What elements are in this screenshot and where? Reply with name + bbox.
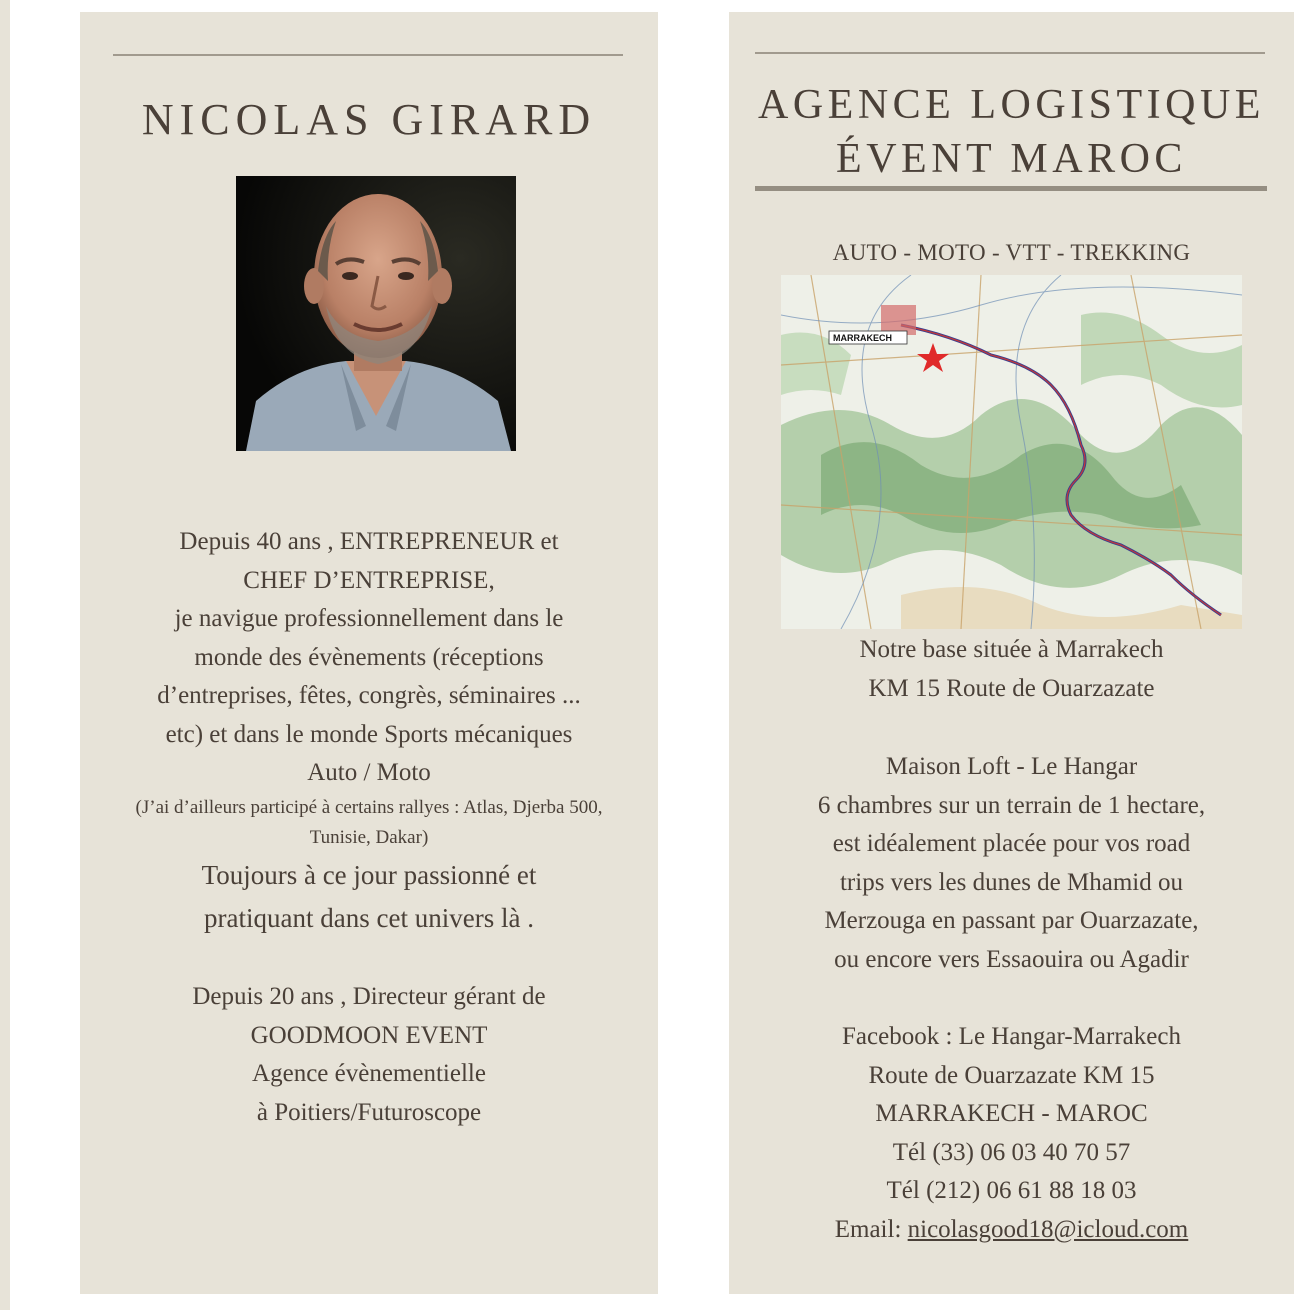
agency-title-line: ÉVENT MAROC [836, 136, 1187, 182]
bio-line: CHEF D’ENTREPRISE, [243, 566, 495, 594]
agency-title-line: AGENCE LOGISTIQUE [758, 82, 1265, 128]
address-line: Route de Ouarzazate KM 15 [868, 1061, 1155, 1089]
contact-paragraph [729, 1018, 1294, 1249]
loft-line: Maison Loft - Le Hangar [885, 753, 1138, 780]
rally-note-line: (J’ai d’ailleurs participé à certains rallyes : Atlas, Djerba 500, [135, 797, 603, 818]
bio-line: etc) et dans le monde Sports mécaniques [165, 720, 573, 748]
director-line: à Poitiers/Futuroscope [256, 1098, 482, 1126]
email-line [729, 1211, 1294, 1250]
person-name-title: NICOLAS GIRARD [141, 95, 597, 144]
loft-line: ou encore vers Essaouira ou Agadir [834, 945, 1189, 973]
loft-paragraph [729, 748, 1294, 979]
top-divider [113, 54, 623, 56]
loft-line: est idéalement placée pour vos road [832, 830, 1191, 857]
base-paragraph [729, 631, 1294, 708]
activities-subtitle: AUTO - MOTO - VTT - TREKKING [832, 240, 1191, 265]
agency-title [729, 78, 1294, 186]
director-line: Depuis 20 ans , Directeur gérant de [192, 983, 546, 1010]
base-line: Notre base située à Marrakech [859, 636, 1164, 663]
passion-line: Toujours à ce jour passionné et [201, 860, 537, 890]
city-country-line: MARRAKECH - MAROC [875, 1100, 1148, 1127]
route-map [781, 275, 1242, 629]
bio-panel [80, 12, 658, 1294]
email-link[interactable]: nicolasgood18@icloud.com [907, 1215, 1189, 1243]
rally-note-line: Tunisie, Dakar) [309, 827, 429, 848]
bio-line: je navigue professionnellement dans le [174, 605, 564, 632]
passion-line: pratiquant dans cet univers là . [204, 903, 534, 933]
rally-note [80, 793, 658, 853]
agency-panel [729, 12, 1294, 1294]
bio-paragraph-intro [80, 523, 658, 793]
map-illustration [781, 275, 1242, 629]
director-paragraph [80, 978, 658, 1132]
loft-line: trips vers les dunes de Mhamid ou [839, 868, 1183, 896]
facebook-line: Facebook : Le Hangar-Marrakech [842, 1023, 1181, 1050]
loft-line: Merzouga en passant par Ouarzazate, [824, 907, 1199, 934]
director-line: Agence évènementielle [252, 1060, 486, 1087]
portrait-photo [236, 176, 516, 451]
base-line: KM 15 Route de Ouarzazate [868, 674, 1155, 702]
portrait-illustration [236, 176, 516, 451]
director-line: GOODMOON EVENT [250, 1021, 488, 1049]
phone-ma-line: Tél (212) 06 61 88 18 03 [886, 1177, 1137, 1204]
loft-line: 6 chambres sur un terrain de 1 hectare, [817, 791, 1206, 819]
bio-line: d’entreprises, fêtes, congrès, séminaires ... [157, 682, 581, 709]
phone-fr-line: Tél (33) 06 03 40 70 57 [892, 1138, 1131, 1166]
email-label: Email: [834, 1215, 908, 1243]
top-divider [755, 52, 1265, 54]
passion-paragraph [80, 854, 658, 940]
bio-line: Auto / Moto [307, 759, 431, 786]
bio-line: monde des évènements (réceptions [194, 643, 544, 671]
left-edge-strip [0, 0, 10, 1310]
bio-line: Depuis 40 ans , ENTREPRENEUR et [179, 528, 559, 555]
title-divider [755, 186, 1267, 191]
map-city-label: MARRAKECH [833, 333, 892, 343]
